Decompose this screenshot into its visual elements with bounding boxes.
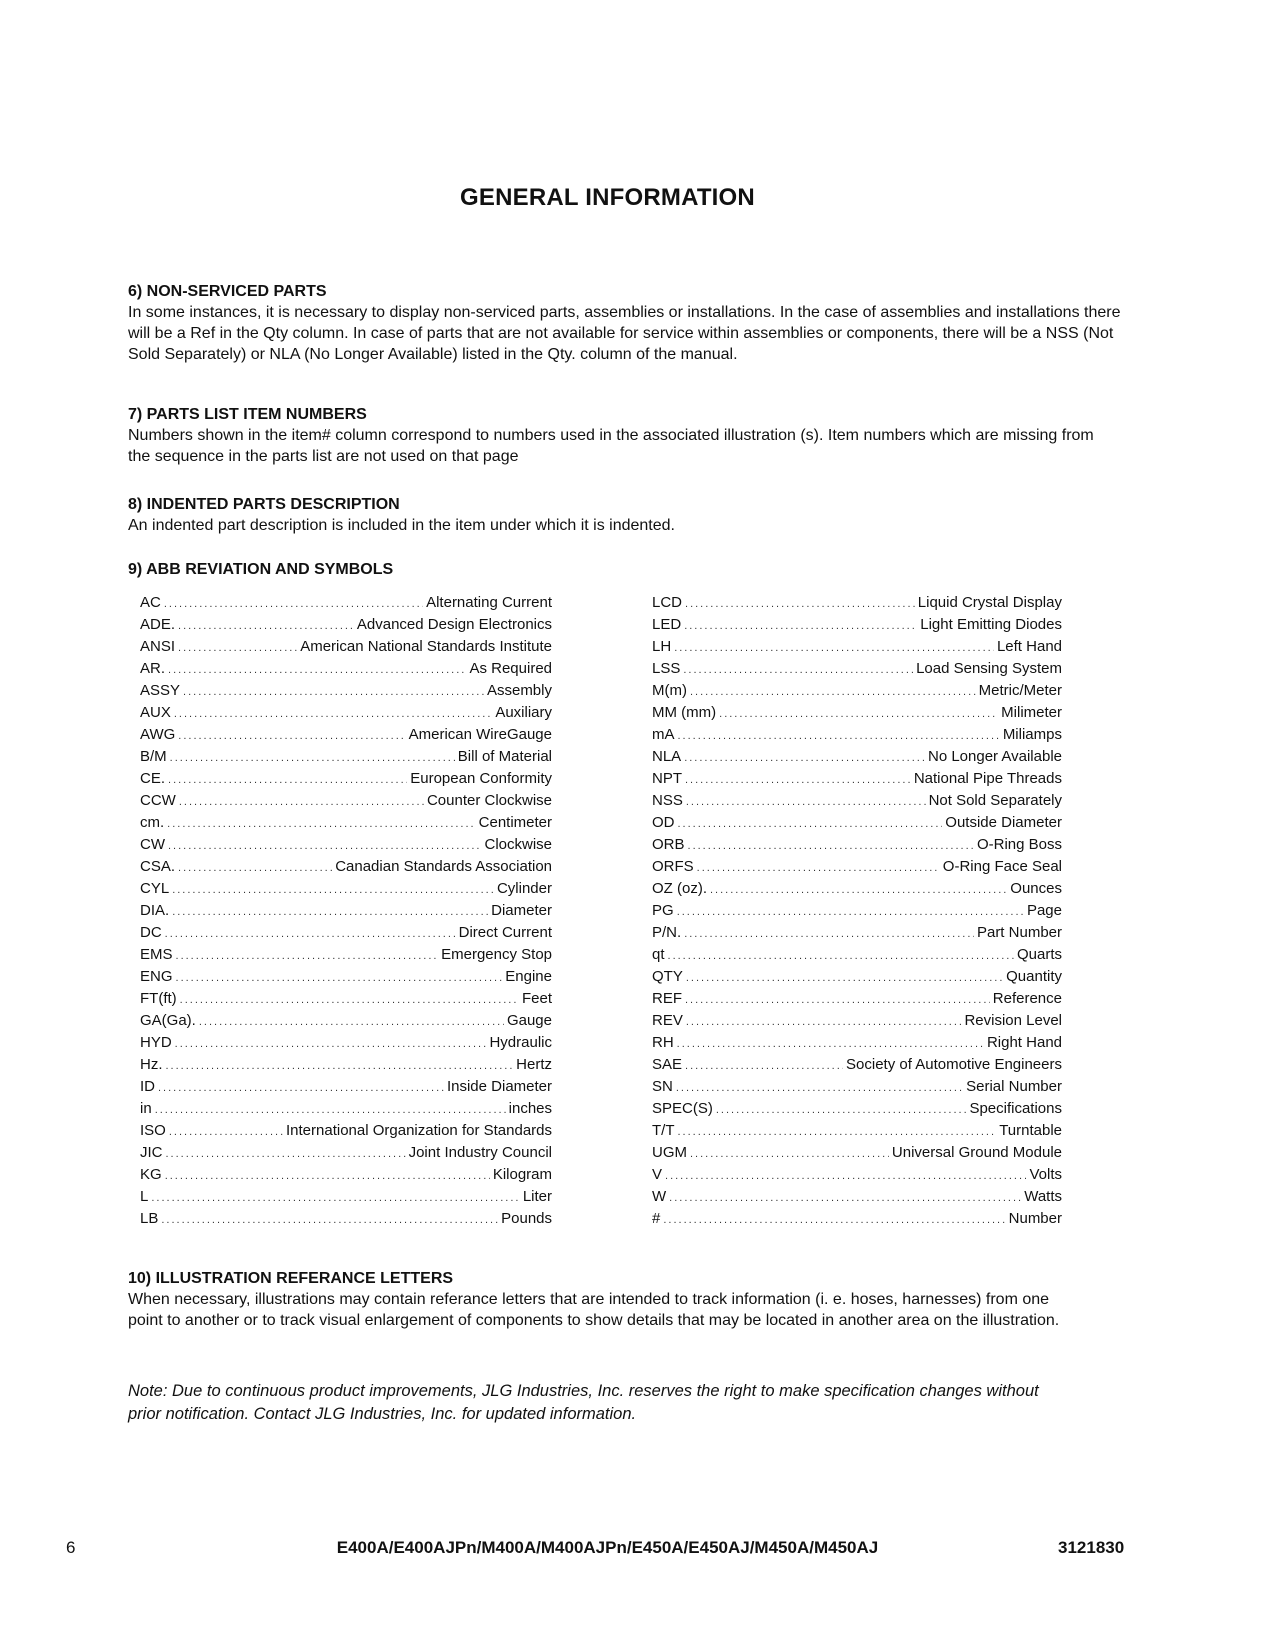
abbreviation-code: SN [652, 1078, 673, 1095]
abbreviation-code: DIA. [140, 902, 170, 919]
abbreviation-meaning: Serial Number [966, 1078, 1062, 1095]
dot-leader [685, 774, 911, 786]
abbreviation-meaning: Feet [521, 990, 552, 1007]
dot-leader [164, 598, 423, 610]
section-body: Numbers shown in the item# column correspond to numbers used in the associated illustration (s). Item numbers which are missing from the sequence in the parts list are not used on that page [128, 427, 1094, 465]
abbreviation-code: DC [140, 924, 162, 941]
abbreviation-meaning: Left Hand [996, 638, 1062, 655]
dot-leader [685, 598, 915, 610]
abbreviation-row [652, 968, 1062, 990]
abbreviation-meaning: Miliamps [1002, 726, 1062, 743]
abbreviation-meaning: Engine [505, 968, 552, 985]
abbreviation-code: KG [140, 1166, 162, 1183]
abbreviation-meaning: Cylinder [496, 880, 552, 897]
abbreviation-code: MM (mm) [652, 704, 717, 721]
abbreviation-meaning: Inside Diameter [446, 1078, 552, 1095]
abbreviation-code: CYL [140, 880, 170, 897]
section-abbreviations [128, 559, 1128, 580]
abbreviation-row [140, 748, 552, 770]
abbreviation-code: # [652, 1210, 661, 1227]
dot-leader [174, 708, 492, 720]
abbreviation-meaning: inches [508, 1100, 552, 1117]
abbreviation-code: RH [652, 1034, 674, 1051]
dot-leader [665, 1170, 1026, 1182]
abbreviation-row [140, 902, 552, 924]
dot-leader [167, 818, 475, 830]
abbreviation-meaning: Kilogram [492, 1166, 552, 1183]
abbreviation-row [652, 1012, 1062, 1034]
abbreviation-row [140, 880, 552, 902]
abbreviation-row [652, 1078, 1062, 1100]
section-indented-parts-description [128, 494, 1128, 536]
abbreviation-row [652, 1122, 1062, 1144]
abbreviation-code: ENG [140, 968, 173, 985]
abbreviation-meaning: Quarts [1016, 946, 1062, 963]
abbreviation-row [140, 1188, 552, 1210]
dot-leader [165, 928, 456, 940]
abbreviation-row [652, 682, 1062, 704]
abbreviation-row [140, 638, 552, 660]
dot-leader [178, 642, 297, 654]
abbreviation-row [652, 902, 1062, 924]
dot-leader [178, 620, 354, 632]
dot-leader [172, 884, 494, 896]
abbreviation-meaning: Auxiliary [495, 704, 552, 721]
dot-leader [716, 1104, 967, 1116]
abbreviation-row [140, 616, 552, 638]
abbreviation-meaning: Diameter [491, 902, 552, 919]
abbreviation-code: LB [140, 1210, 159, 1227]
dot-leader [168, 840, 481, 852]
dot-leader [677, 1038, 984, 1050]
abbreviation-list-left [140, 594, 552, 1232]
abbreviation-code: PG [652, 902, 674, 919]
abbreviation-row [140, 660, 552, 682]
abbreviation-row [652, 1056, 1062, 1078]
abbreviation-code: LCD [652, 594, 683, 611]
abbreviation-row [140, 770, 552, 792]
abbreviation-row [140, 968, 552, 990]
abbreviation-code: M(m) [652, 682, 687, 699]
dot-leader [683, 664, 913, 676]
abbreviation-meaning: Joint Industry Council [408, 1144, 552, 1161]
page-title: GENERAL INFORMATION [460, 184, 755, 211]
abbreviation-row [140, 1012, 552, 1034]
section-heading: 8) INDENTED PARTS DESCRIPTION [128, 496, 400, 513]
dot-leader [169, 1126, 283, 1138]
abbreviation-meaning: Clockwise [484, 836, 552, 853]
abbreviation-row [140, 594, 552, 616]
abbreviation-row [652, 1144, 1062, 1166]
dot-leader [151, 1192, 519, 1204]
abbreviation-code: GA(Ga). [140, 1012, 196, 1029]
abbreviation-code: CW [140, 836, 165, 853]
dot-leader [686, 1016, 962, 1028]
abbreviation-row [652, 770, 1062, 792]
abbreviation-row [652, 924, 1062, 946]
dot-leader [178, 730, 405, 742]
abbreviation-meaning: International Organization for Standards [286, 1122, 552, 1139]
dot-leader [690, 686, 976, 698]
abbreviation-meaning: Light Emitting Diodes [920, 616, 1062, 633]
dot-leader [668, 950, 1014, 962]
abbreviation-code: L [140, 1188, 149, 1205]
abbreviation-code: AWG [140, 726, 176, 743]
abbreviation-code: Hz. [140, 1056, 163, 1073]
abbreviation-row [140, 682, 552, 704]
dot-leader [168, 774, 407, 786]
document-number: 3121830 [1058, 1538, 1125, 1557]
dot-leader [684, 928, 974, 940]
dot-leader [678, 1126, 997, 1138]
abbreviation-row [652, 858, 1062, 880]
dot-leader [710, 884, 1007, 896]
dot-leader [688, 840, 974, 852]
dot-leader [161, 1214, 498, 1226]
abbreviation-meaning: Counter Clockwise [426, 792, 552, 809]
page-number: 6 [66, 1538, 76, 1557]
dot-leader [179, 796, 424, 808]
abbreviation-row [652, 1100, 1062, 1122]
abbreviation-code: ANSI [140, 638, 176, 655]
abbreviation-meaning: Liter [522, 1188, 552, 1205]
abbreviation-meaning: Gauge [506, 1012, 552, 1029]
dot-leader [719, 708, 998, 720]
abbreviation-meaning: No Longer Available [928, 748, 1062, 765]
abbreviation-code: OD [652, 814, 675, 831]
abbreviation-meaning: Milimeter [1001, 704, 1062, 721]
abbreviation-meaning: O-Ring Boss [976, 836, 1062, 853]
abbreviation-row [652, 1034, 1062, 1056]
abbreviation-meaning: Assembly [486, 682, 552, 699]
abbreviation-row [140, 726, 552, 748]
abbreviation-meaning: American National Standards Institute [300, 638, 552, 655]
abbreviation-code: UGM [652, 1144, 687, 1161]
abbreviation-code: AUX [140, 704, 171, 721]
abbreviation-meaning: As Required [469, 660, 552, 677]
abbreviation-row [652, 792, 1062, 814]
section-body: When necessary, illustrations may contain referance letters that are intended to track information (i. e. hoses, harnesses) from one point to another or to track visual enlargement of components to show details that may be located in another area on the illustration. [128, 1291, 1060, 1329]
abbreviation-meaning: Hertz [516, 1056, 552, 1073]
dot-leader [674, 642, 994, 654]
abbreviation-code: LH [652, 638, 672, 655]
abbreviation-meaning: Metric/Meter [978, 682, 1062, 699]
dot-leader [180, 994, 519, 1006]
abbreviation-code: ASSY [140, 682, 181, 699]
abbreviation-meaning: Quantity [1006, 968, 1062, 985]
abbreviation-row [652, 594, 1062, 616]
abbreviation-row [140, 924, 552, 946]
dot-leader [690, 1148, 889, 1160]
abbreviation-code: AR. [140, 660, 166, 677]
abbreviation-code: LSS [652, 660, 681, 677]
abbreviation-code: OZ (oz). [652, 880, 707, 897]
abbreviation-code: QTY [652, 968, 683, 985]
abbreviation-row [652, 946, 1062, 968]
abbreviation-code: P/N. [652, 924, 682, 941]
dot-leader [170, 752, 455, 764]
dot-leader [172, 906, 488, 918]
abbreviation-row [652, 726, 1062, 748]
abbreviation-row [652, 748, 1062, 770]
section-non-serviced-parts [128, 281, 1128, 365]
abbreviation-row [652, 1210, 1062, 1232]
abbreviation-code: ORB [652, 836, 685, 853]
abbreviation-code: SPEC(S) [652, 1100, 713, 1117]
model-numbers: E400A/E400AJPn/M400A/M400AJPn/E450A/E450AJ/M450A/M450AJ [336, 1538, 879, 1557]
dot-leader [155, 1104, 506, 1116]
abbreviation-meaning: Society of Automotive Engineers [846, 1056, 1062, 1073]
abbreviation-meaning: Direct Current [458, 924, 552, 941]
dot-leader [697, 862, 940, 874]
abbreviation-code: cm. [140, 814, 165, 831]
dot-leader [199, 1016, 504, 1028]
section-heading: 6) NON-SERVICED PARTS [128, 283, 327, 300]
abbreviation-code: W [652, 1188, 667, 1205]
abbreviation-row [140, 858, 552, 880]
dot-leader [685, 994, 990, 1006]
section-body: In some instances, it is necessary to display non-serviced parts, assemblies or installations. In the case of assemblies and installations there will be a Ref in the Qty column. In case of parts that are not available for service within assemblies or components, there will be a NSS (Not Sold Separately) or NLA (No Longer Available) listed in the Qty. column of the manual. [128, 304, 1121, 363]
abbreviation-meaning: Canadian Standards Association [335, 858, 552, 875]
abbreviation-row [140, 1078, 552, 1100]
abbreviation-code: B/M [140, 748, 167, 765]
abbreviation-row [140, 704, 552, 726]
abbreviation-meaning: Advanced Design Electronics [356, 616, 552, 633]
abbreviation-row [140, 1144, 552, 1166]
dot-leader [178, 862, 332, 874]
abbreviation-meaning: Hydraulic [489, 1034, 552, 1051]
abbreviation-meaning: Alternating Current [426, 594, 552, 611]
abbreviation-meaning: American WireGauge [408, 726, 552, 743]
abbreviation-code: FT(ft) [140, 990, 177, 1007]
abbreviation-meaning: Watts [1024, 1188, 1062, 1205]
abbreviation-code: JIC [140, 1144, 163, 1161]
abbreviation-meaning: Number [1008, 1210, 1062, 1227]
abbreviation-meaning: Turntable [999, 1122, 1062, 1139]
dot-leader [175, 1038, 487, 1050]
abbreviation-meaning: Page [1026, 902, 1062, 919]
abbreviation-row [652, 638, 1062, 660]
abbreviation-code: mA [652, 726, 675, 743]
abbreviation-row [140, 1122, 552, 1144]
abbreviation-code: LED [652, 616, 682, 633]
abbreviation-meaning: Reference [992, 990, 1062, 1007]
abbreviation-row [652, 616, 1062, 638]
abbreviation-meaning: Part Number [976, 924, 1062, 941]
abbreviation-list-right [652, 594, 1062, 1232]
abbreviation-meaning: Universal Ground Module [891, 1144, 1062, 1161]
abbreviation-code: REF [652, 990, 682, 1007]
dot-leader [684, 620, 917, 632]
dot-leader [166, 1060, 514, 1072]
abbreviation-meaning: Revision Level [964, 1012, 1062, 1029]
abbreviation-code: CSA. [140, 858, 176, 875]
abbreviation-row [140, 836, 552, 858]
dot-leader [676, 1082, 963, 1094]
dot-leader [678, 818, 943, 830]
section-heading: 9) ABB REVIATION AND SYMBOLS [128, 561, 394, 578]
dot-leader [684, 752, 925, 764]
dot-leader [176, 950, 439, 962]
abbreviation-code: V [652, 1166, 663, 1183]
abbreviation-code: SAE [652, 1056, 683, 1073]
dot-leader [176, 972, 503, 984]
abbreviation-meaning: Outside Diameter [945, 814, 1062, 831]
abbreviation-code: AC [140, 594, 161, 611]
dot-leader [677, 906, 1024, 918]
dot-leader [686, 796, 926, 808]
abbreviation-meaning: Bill of Material [457, 748, 552, 765]
abbreviation-meaning: Specifications [969, 1100, 1062, 1117]
abbreviation-meaning: Right Hand [986, 1034, 1062, 1051]
abbreviation-code: EMS [140, 946, 173, 963]
abbreviation-row [652, 990, 1062, 1012]
dot-leader [669, 1192, 1021, 1204]
abbreviation-row [652, 880, 1062, 902]
abbreviation-code: NPT [652, 770, 682, 787]
abbreviation-row [652, 836, 1062, 858]
dot-leader [165, 1170, 490, 1182]
abbreviation-meaning: Volts [1029, 1166, 1062, 1183]
abbreviation-row [140, 990, 552, 1012]
abbreviation-code: NLA [652, 748, 682, 765]
abbreviation-meaning: Emergency Stop [441, 946, 552, 963]
abbreviation-code: T/T [652, 1122, 675, 1139]
abbreviation-row [140, 1056, 552, 1078]
abbreviation-code: HYD [140, 1034, 172, 1051]
abbreviation-row [140, 1034, 552, 1056]
dot-leader [678, 730, 1000, 742]
section-heading: 7) PARTS LIST ITEM NUMBERS [128, 406, 367, 423]
abbreviation-meaning: Load Sensing System [916, 660, 1062, 677]
abbreviation-meaning: European Conformity [410, 770, 552, 787]
disclaimer-note: Note: Due to continuous product improvements, JLG Industries, Inc. reserves the right to make specification changes without prior notification. Contact JLG Industries, Inc. for updated information. [128, 1382, 1039, 1423]
abbreviation-row [652, 814, 1062, 836]
dot-leader [663, 1214, 1005, 1226]
abbreviation-row [140, 1166, 552, 1188]
abbreviation-meaning: Centimeter [478, 814, 552, 831]
abbreviation-row [652, 1188, 1062, 1210]
abbreviation-row [140, 946, 552, 968]
abbreviation-meaning: Not Sold Separately [928, 792, 1062, 809]
abbreviation-code: NSS [652, 792, 683, 809]
abbreviation-code: ORFS [652, 858, 694, 875]
abbreviation-meaning: O-Ring Face Seal [942, 858, 1062, 875]
abbreviation-row [140, 1210, 552, 1232]
abbreviation-code: ID [140, 1078, 155, 1095]
abbreviation-meaning: National Pipe Threads [913, 770, 1062, 787]
dot-leader [183, 686, 484, 698]
section-body: An indented part description is included in the item under which it is indented. [128, 517, 675, 534]
abbreviation-code: CCW [140, 792, 176, 809]
abbreviation-row [652, 1166, 1062, 1188]
dot-leader [686, 972, 1003, 984]
abbreviation-code: CE. [140, 770, 166, 787]
abbreviation-code: qt [652, 946, 665, 963]
abbreviation-meaning: Pounds [501, 1210, 552, 1227]
abbreviation-code: ISO [140, 1122, 166, 1139]
abbreviation-code: ADE. [140, 616, 176, 633]
section-parts-list-item-numbers [128, 404, 1118, 467]
dot-leader [685, 1060, 843, 1072]
abbreviation-meaning: Ounces [1010, 880, 1062, 897]
abbreviation-code: in [140, 1100, 152, 1117]
abbreviation-row [652, 704, 1062, 726]
abbreviation-row [140, 1100, 552, 1122]
abbreviation-row [140, 792, 552, 814]
abbreviation-meaning: Liquid Crystal Display [917, 594, 1062, 611]
dot-leader [168, 664, 466, 676]
abbreviation-row [140, 814, 552, 836]
dot-leader [166, 1148, 406, 1160]
section-illustration-reference-letters [128, 1268, 1078, 1331]
abbreviation-row [652, 660, 1062, 682]
abbreviation-code: REV [652, 1012, 683, 1029]
section-heading: 10) ILLUSTRATION REFERANCE LETTERS [128, 1270, 454, 1287]
dot-leader [158, 1082, 444, 1094]
